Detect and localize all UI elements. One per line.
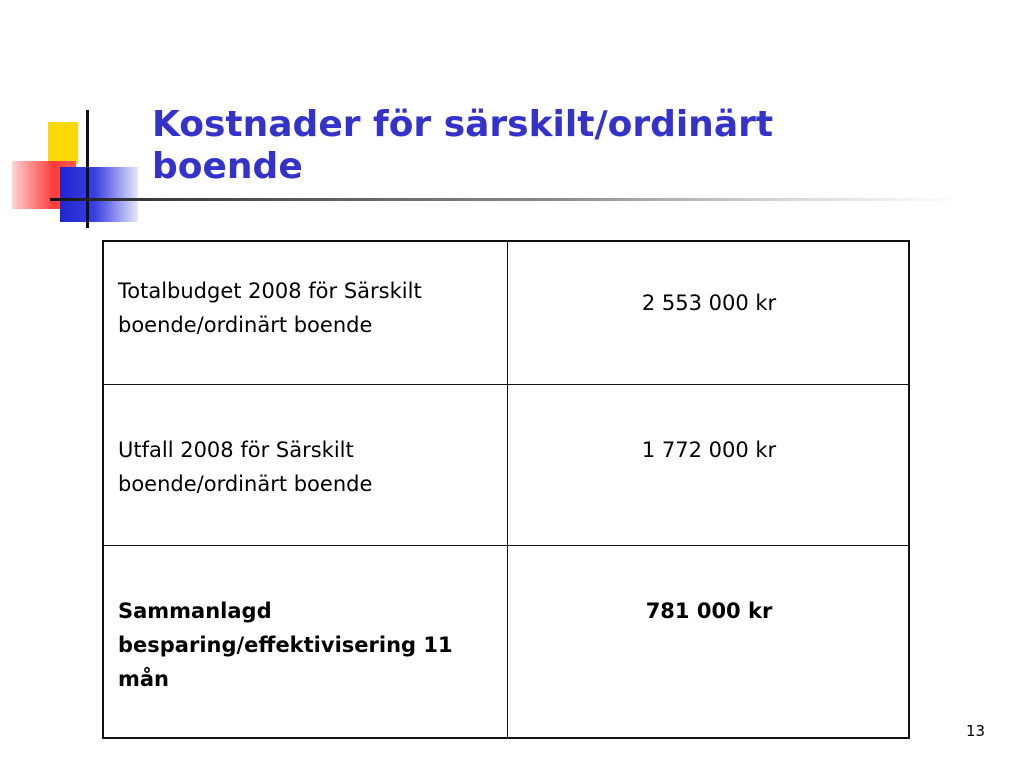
- logo-yellow-square: [48, 122, 78, 164]
- page-number: 13: [966, 722, 986, 740]
- table-cell-label: [104, 242, 508, 384]
- row-label: Utfall 2008 för Särskilt boende/ordinärt boende: [118, 438, 373, 496]
- row-value: 2 553 000 kr: [641, 291, 777, 315]
- table-cell-label: [104, 546, 508, 739]
- table-row: [104, 242, 908, 385]
- logo-blue-square: [60, 167, 138, 222]
- row-label: Totalbudget 2008 för Särskilt boende/ordinärt boende: [118, 279, 422, 337]
- row-label: Sammanlagd besparing/effektivisering 11 mån: [118, 599, 453, 691]
- slide-title: Kostnader för särskilt/ordinärt boende: [152, 104, 774, 187]
- table-cell-value: [508, 385, 910, 545]
- table-cell-value: [508, 546, 910, 739]
- row-value: 1 772 000 kr: [641, 438, 777, 462]
- decorative-logo: [0, 100, 160, 230]
- table-row: [104, 385, 908, 546]
- table-cell-value: [508, 242, 910, 384]
- row-value: 781 000 kr: [645, 599, 773, 623]
- table-row: [104, 546, 908, 739]
- table-cell-label: [104, 385, 508, 545]
- cost-table: [102, 240, 910, 739]
- title-underline: [50, 198, 960, 201]
- logo-vertical-line: [86, 110, 89, 228]
